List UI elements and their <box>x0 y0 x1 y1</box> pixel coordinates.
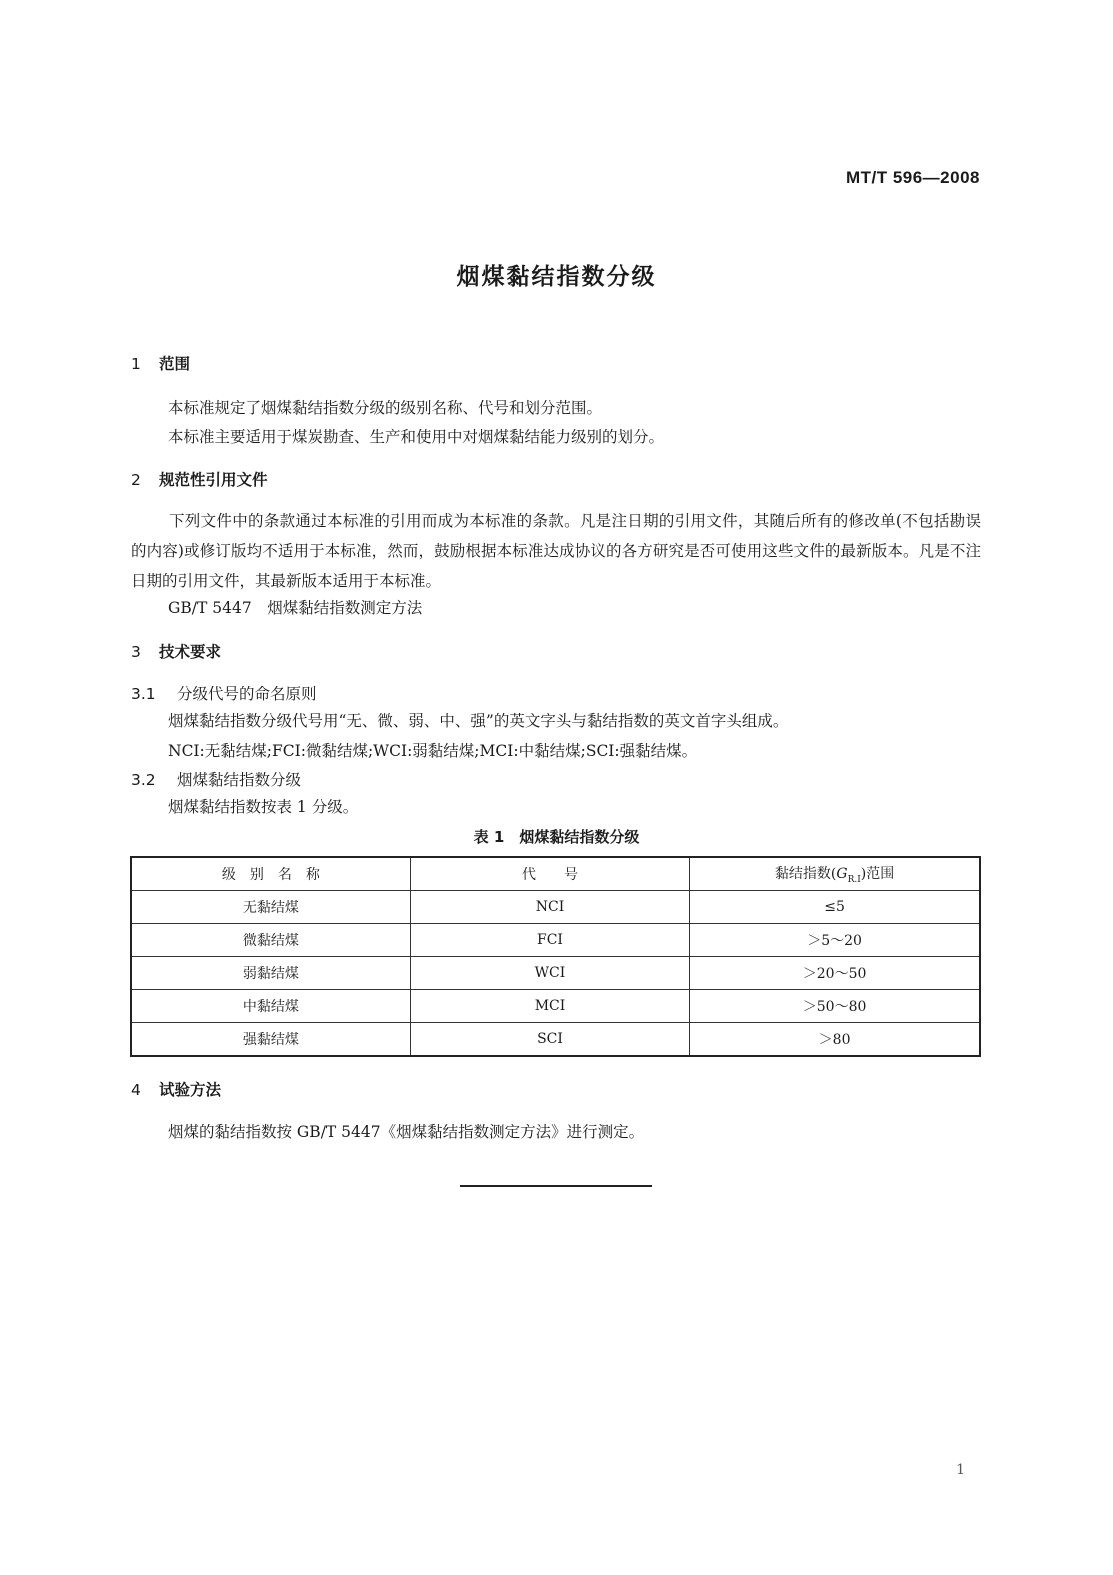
end-rule <box>460 1185 652 1187</box>
section-3-heading <box>131 640 221 662</box>
cell-code: NCI <box>410 891 689 924</box>
table-row <box>131 924 980 957</box>
section-title: 试验方法 <box>159 1081 222 1099</box>
cell-code: FCI <box>410 924 689 957</box>
subsection-3-2-heading <box>131 768 301 790</box>
cell-range: ＞80 <box>690 1023 980 1057</box>
cell-grade-name: 中黏结煤 <box>131 990 410 1023</box>
section-title: 规范性引用文件 <box>159 471 268 489</box>
header-range-subscript: R.I <box>847 874 861 885</box>
header-range-prefix: 黏结指数( <box>774 866 837 883</box>
cell-range: ＞50～80 <box>690 990 980 1023</box>
header-grade-name: 级 别 名 称 <box>131 857 410 891</box>
header-range <box>690 857 980 891</box>
subsection-title: 烟煤黏结指数分级 <box>177 771 302 789</box>
cell-range: ＞20～50 <box>690 957 980 990</box>
cell-code: WCI <box>410 957 689 990</box>
subsection-3-1-line-1: 烟煤黏结指数分级代号用“无、微、弱、中、强”的英文字头与黏结指数的英文首字头组成。 <box>168 712 789 730</box>
table-header-row <box>131 857 980 891</box>
header-range-suffix: )范围 <box>860 866 895 883</box>
cell-grade-name: 强黏结煤 <box>131 1023 410 1057</box>
table-row <box>131 957 980 990</box>
subsection-3-1-line-2: NCI:无黏结煤;FCI:微黏结煤;WCI:弱黏结煤;MCI:中黏结煤;SCI:强黏结煤。 <box>168 742 698 760</box>
section-title: 范围 <box>159 355 191 373</box>
section-number: 4 <box>131 1081 141 1099</box>
cell-range: ＞5～20 <box>690 924 980 957</box>
cell-code: MCI <box>410 990 689 1023</box>
section-1-line-2: 本标准主要适用于煤炭勘查、生产和使用中对烟煤黏结能力级别的划分。 <box>168 428 665 446</box>
cell-code: SCI <box>410 1023 689 1057</box>
grade-table <box>130 856 981 1057</box>
cell-grade-name: 无黏结煤 <box>131 891 410 924</box>
cell-grade-name: 弱黏结煤 <box>131 957 410 990</box>
table-caption: 表 1 烟煤黏结指数分级 <box>473 828 640 846</box>
subsection-title: 分级代号的命名原则 <box>177 685 317 703</box>
table-row <box>131 990 980 1023</box>
header-range-symbol: G <box>836 866 848 883</box>
header-code: 代 号 <box>410 857 689 891</box>
table-row <box>131 1023 980 1057</box>
normative-reference: GB/T 5447 烟煤黏结指数测定方法 <box>168 599 423 617</box>
section-4-line: 烟煤的黏结指数按 GB/T 5447《烟煤黏结指数测定方法》进行测定。 <box>168 1123 645 1141</box>
subsection-number: 3.2 <box>131 771 156 789</box>
subsection-number: 3.1 <box>131 685 156 703</box>
section-1-line-1: 本标准规定了烟煤黏结指数分级的级别名称、代号和划分范围。 <box>168 399 603 417</box>
section-2-paragraph: 下列文件中的条款通过本标准的引用而成为本标准的条款。凡是注日期的引用文件，其随后所有的修改单(不包括勘误的内容)或修订版均不适用于本标准，然而，鼓励根据本标准达成协议的各方研究是否可使用这些文件的最新版本。凡是不注日期的引用文件，其最新版本适用于本标准。 <box>131 512 981 590</box>
section-title: 技术要求 <box>159 643 222 661</box>
section-4-heading <box>131 1078 221 1100</box>
cell-range: ≤5 <box>690 891 980 924</box>
document-code: MT/T 596—2008 <box>845 168 980 187</box>
page-title: 烟煤黏结指数分级 <box>456 264 657 290</box>
cell-grade-name: 微黏结煤 <box>131 924 410 957</box>
section-number: 2 <box>131 471 141 489</box>
section-number: 1 <box>131 355 141 373</box>
subsection-3-1-heading <box>131 682 317 704</box>
table-row <box>131 891 980 924</box>
section-2-heading <box>131 468 268 490</box>
section-number: 3 <box>131 643 141 661</box>
subsection-3-2-line: 烟煤黏结指数按表 1 分级。 <box>168 798 359 816</box>
section-1-heading <box>131 352 190 374</box>
page-number: 1 <box>956 1462 965 1478</box>
